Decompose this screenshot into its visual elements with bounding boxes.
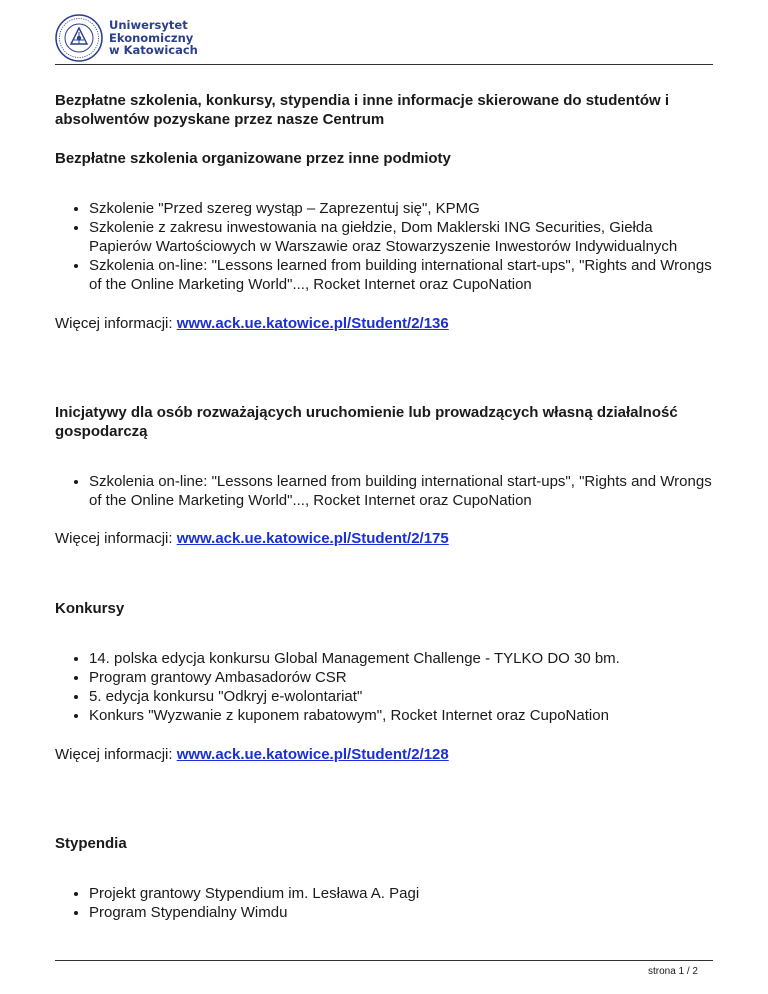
list-item: • Program Stypendialny Wimdu (89, 903, 715, 922)
more-info-link-business[interactable]: www.ack.ue.katowice.pl/Student/2/175 (176, 530, 449, 547)
list-item: • Konkurs "Wyzwanie z kuponem rabatowym", Rocket Internet oraz CupoNation (89, 706, 715, 725)
scholarships-list (55, 884, 715, 922)
section-heading-training: Bezpłatne szkolenia organizowane przez inne podmioty (55, 150, 451, 167)
list-item: • Projekt grantowy Stypendium im. Lesława A. Pagi (89, 884, 715, 903)
list-item: • Szkolenie z zakresu inwestowania na giełdzie, Dom Maklerski ING Securities, Giełda Papierów Wartościowych w Warszawie oraz Stowarzyszenie Inwestorów Indywidualnych (89, 218, 715, 256)
more-info-business (55, 529, 715, 548)
section-heading-scholarships: Stypendia (55, 835, 127, 852)
list-item: • Szkolenie "Przed szereg wystąp – Zaprezentuj się", KPMG (89, 199, 715, 218)
page-content (55, 91, 715, 922)
logo-line-2: Ekonomiczny (109, 30, 194, 45)
more-info-contests (55, 745, 715, 764)
contests-list (55, 649, 715, 725)
list-item: • Szkolenia on-line: "Lessons learned from building international start-ups", "Rights and Wrongs of the Online Marketing World"..., Rocket Internet oraz CupoNation (89, 256, 715, 294)
section-heading-business: Inicjatywy dla osób rozważających uruchomienie lub prowadzących własną działalność gospodarczą (55, 404, 678, 440)
list-item: • Szkolenia on-line: "Lessons learned from building international start-ups", "Rights and Wrongs of the Online Marketing World"..., Rocket Internet oraz CupoNation (89, 472, 715, 510)
business-list (55, 472, 715, 510)
more-info-label: Więcej informacji: (55, 746, 177, 763)
more-info-label: Więcej informacji: (55, 315, 177, 332)
page-number: strona 1 / 2 (647, 966, 698, 977)
university-seal-icon (55, 14, 103, 62)
header-divider (55, 64, 713, 65)
logo-line-3: w Katowicach (109, 43, 198, 58)
section-heading-contests: Konkursy (55, 600, 125, 617)
more-info-label: Więcej informacji: (55, 530, 177, 547)
footer-divider (55, 960, 713, 961)
university-logo-text (109, 19, 198, 57)
list-item: • 5. edycja konkursu "Odkryj e-wolontariat" (89, 687, 715, 706)
more-info-training (55, 314, 715, 333)
page-title: Bezpłatne szkolenia, konkursy, stypendia i inne informacje skierowane do studentów i absolwentów pozyskane przez nasze Centrum (55, 92, 670, 128)
logo-line-1: Uniwersytet (109, 18, 188, 33)
header (55, 14, 198, 62)
more-info-link-training[interactable]: www.ack.ue.katowice.pl/Student/2/136 (176, 315, 449, 332)
list-item: • 14. polska edycja konkursu Global Management Challenge - TYLKO DO 30 bm. (89, 649, 715, 668)
more-info-link-contests[interactable]: www.ack.ue.katowice.pl/Student/2/128 (176, 746, 449, 763)
list-item: • Program grantowy Ambasadorów CSR (89, 668, 715, 687)
training-list (55, 199, 715, 294)
